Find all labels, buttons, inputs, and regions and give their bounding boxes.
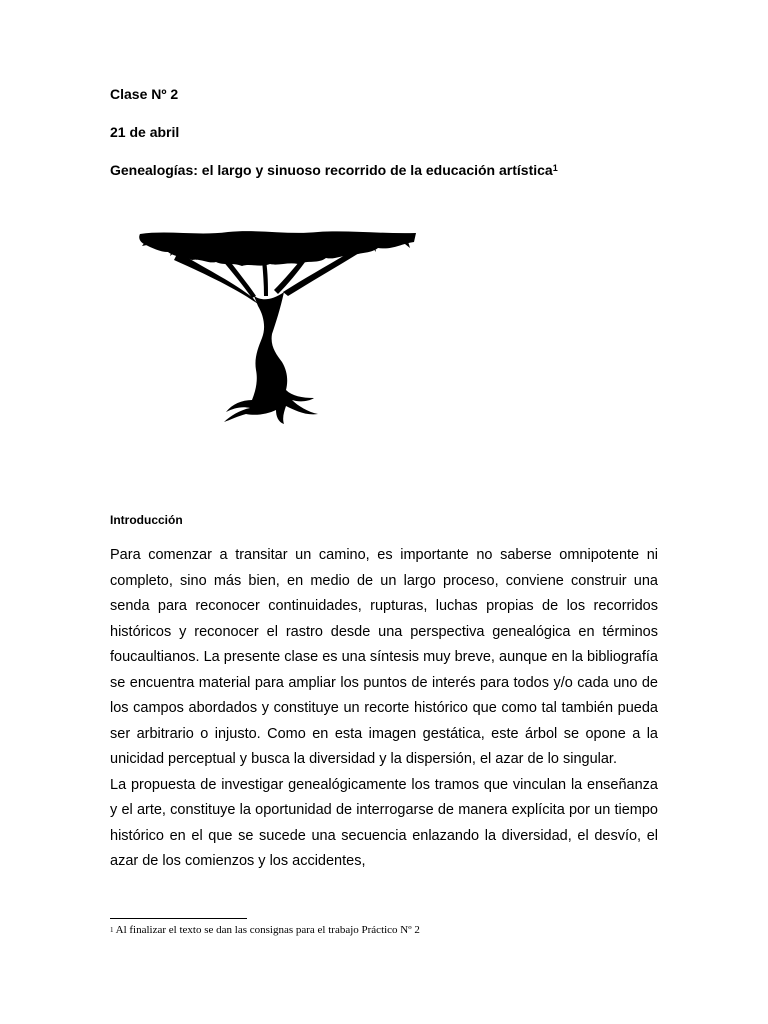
- footnote: [110, 923, 420, 937]
- footnote-reference: 1: [552, 163, 558, 173]
- paragraph: Para comenzar a transitar un camino, es importante no saberse omnipotente ni completo, sino más bien, en medio de un largo proceso, conviene construir una senda para reconocer continuidades, rupturas, luchas propias de los recorridos históricos y reconocer el rastro desde una perspectiva genealógica en términos foucaultianos. La presente clase es una síntesis muy breve, aunque en la bibliografía se encuentra material para ampliar los puntos de interés para todos y/o cada uno de los campos abordados y constituye un recorte histórico que como tal también pueda ser arbitrario o injusto. Como en esta imagen gestática, este árbol se opone a la unicidad perceptual y busca la diversidad y la dispersión, el azar de lo singular.: [110, 547, 658, 767]
- class-date: 21 de abril: [110, 124, 180, 140]
- document-title-text: Genealogías: el largo y sinuoso recorrido de la educación artística: [110, 162, 553, 178]
- tree-silhouette-icon: [138, 230, 418, 425]
- footnote-marker: 1: [110, 926, 114, 934]
- footnote-text: Al finalizar el texto se dan las consignas para el trabajo Práctico Nº 2: [113, 924, 420, 936]
- class-number: Clase Nº 2: [110, 86, 179, 102]
- footnote-separator: [110, 918, 247, 919]
- document-title: [110, 161, 558, 179]
- paragraph: La propuesta de investigar genealógicamente los tramos que vinculan la enseñanza y el arte, constituye la oportunidad de interrogarse de manera explícita por un tiempo histórico en el que se sucede una secuencia enlazando la diversidad, el desvío, el azar de los comienzos y los accidentes,: [110, 776, 658, 869]
- section-heading: Introducción: [110, 513, 183, 527]
- body-text: [110, 543, 658, 875]
